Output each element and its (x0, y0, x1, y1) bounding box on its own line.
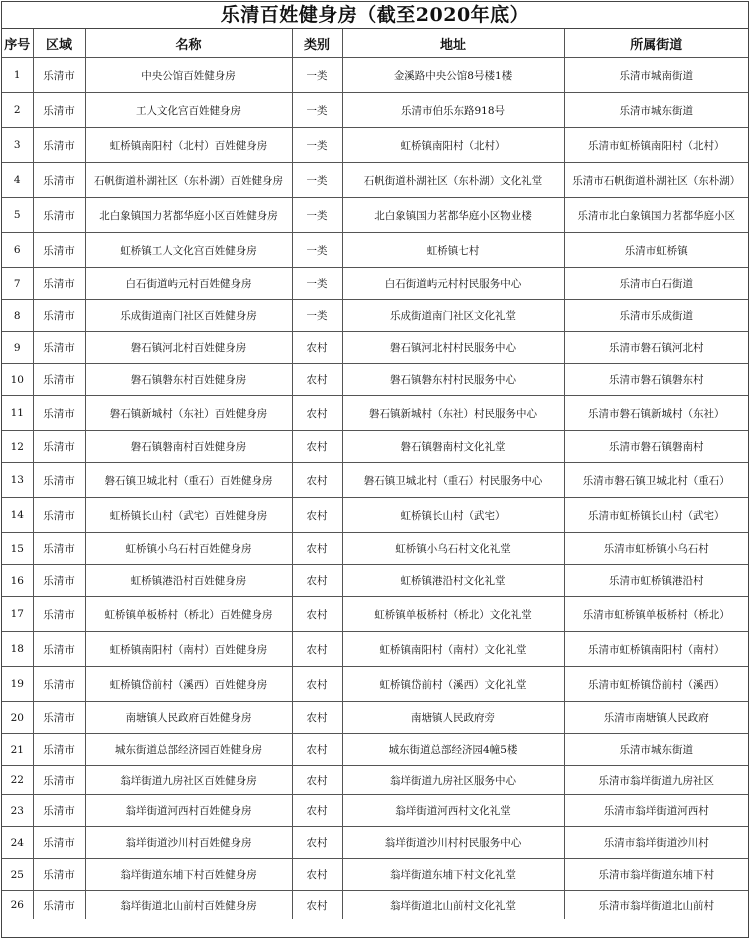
cell-street: 乐清市翁垟街道东埔下村 (564, 859, 748, 891)
cell-index: 23 (2, 795, 33, 827)
cell-category: 农村 (292, 396, 342, 431)
cell-address: 南塘镇人民政府旁 (342, 702, 564, 734)
cell-category: 农村 (292, 667, 342, 702)
cell-name: 磐石镇卫城北村（重石）百姓健身房 (85, 463, 292, 498)
cell-address: 乐成街道南门社区文化礼堂 (342, 300, 564, 332)
cell-index: 26 (2, 891, 33, 920)
cell-category: 农村 (292, 431, 342, 463)
cell-address: 磐石镇新城村（东社）村民服务中心 (342, 396, 564, 431)
table-row (2, 795, 748, 827)
cell-region: 乐清市 (33, 565, 85, 597)
table-row (2, 300, 748, 332)
cell-region: 乐清市 (33, 734, 85, 766)
cell-name: 翁垟街道河西村百姓健身房 (85, 795, 292, 827)
cell-region: 乐清市 (33, 364, 85, 396)
cell-street: 乐清市翁垟街道九房社区 (564, 766, 748, 795)
table-row (2, 565, 748, 597)
table-row (2, 128, 748, 163)
table-row (2, 463, 748, 498)
cell-name: 工人文化宫百姓健身房 (85, 93, 292, 128)
table-row (2, 766, 748, 795)
cell-region: 乐清市 (33, 128, 85, 163)
gym-table (2, 29, 748, 919)
cell-category: 农村 (292, 364, 342, 396)
cell-category: 农村 (292, 533, 342, 565)
cell-address: 磐石镇卫城北村（重石）村民服务中心 (342, 463, 564, 498)
cell-address: 虹桥镇岱前村（溪西）文化礼堂 (342, 667, 564, 702)
cell-name: 虹桥镇小乌石村百姓健身房 (85, 533, 292, 565)
cell-name: 磐石镇磐南村百姓健身房 (85, 431, 292, 463)
cell-name: 磐石镇河北村百姓健身房 (85, 332, 292, 364)
cell-index: 12 (2, 431, 33, 463)
cell-name: 磐石镇磐东村百姓健身房 (85, 364, 292, 396)
table-row (2, 396, 748, 431)
cell-region: 乐清市 (33, 93, 85, 128)
cell-region: 乐清市 (33, 463, 85, 498)
cell-street: 乐清市虹桥镇港沿村 (564, 565, 748, 597)
cell-name: 城东街道总部经济园百姓健身房 (85, 734, 292, 766)
cell-name: 翁垟街道沙川村百姓健身房 (85, 827, 292, 859)
cell-region: 乐清市 (33, 198, 85, 233)
cell-address: 虹桥镇南阳村（南村）文化礼堂 (342, 632, 564, 667)
cell-index: 5 (2, 198, 33, 233)
table-row (2, 533, 748, 565)
cell-category: 农村 (292, 632, 342, 667)
cell-street: 乐清市乐成街道 (564, 300, 748, 332)
table-row (2, 891, 748, 920)
header-row (2, 29, 748, 58)
cell-index: 22 (2, 766, 33, 795)
cell-category: 农村 (292, 463, 342, 498)
cell-name: 南塘镇人民政府百姓健身房 (85, 702, 292, 734)
cell-street: 乐清市城东街道 (564, 93, 748, 128)
cell-region: 乐清市 (33, 827, 85, 859)
cell-name: 乐成街道南门社区百姓健身房 (85, 300, 292, 332)
table-row (2, 58, 748, 93)
cell-index: 15 (2, 533, 33, 565)
cell-name: 翁垟街道东埔下村百姓健身房 (85, 859, 292, 891)
cell-region: 乐清市 (33, 632, 85, 667)
header-name: 名称 (85, 29, 292, 58)
cell-street: 乐清市虹桥镇南阳村（南村） (564, 632, 748, 667)
table-row (2, 498, 748, 533)
cell-category: 一类 (292, 58, 342, 93)
cell-index: 10 (2, 364, 33, 396)
table-row (2, 93, 748, 128)
cell-street: 乐清市磐石镇磐南村 (564, 431, 748, 463)
table-row (2, 233, 748, 268)
cell-street: 乐清市虹桥镇岱前村（溪西） (564, 667, 748, 702)
cell-category: 农村 (292, 702, 342, 734)
cell-address: 城东街道总部经济园4幢5楼 (342, 734, 564, 766)
cell-region: 乐清市 (33, 702, 85, 734)
cell-index: 7 (2, 268, 33, 300)
table-row (2, 332, 748, 364)
table-row (2, 364, 748, 396)
cell-index: 1 (2, 58, 33, 93)
table-row (2, 667, 748, 702)
cell-name: 虹桥镇岱前村（溪西）百姓健身房 (85, 667, 292, 702)
cell-region: 乐清市 (33, 766, 85, 795)
cell-index: 2 (2, 93, 33, 128)
cell-index: 24 (2, 827, 33, 859)
cell-street: 乐清市城南街道 (564, 58, 748, 93)
table-row (2, 431, 748, 463)
table-row (2, 827, 748, 859)
cell-address: 虹桥镇南阳村（北村） (342, 128, 564, 163)
cell-name: 虹桥镇港沿村百姓健身房 (85, 565, 292, 597)
cell-street: 乐清市虹桥镇南阳村（北村） (564, 128, 748, 163)
cell-index: 4 (2, 163, 33, 198)
cell-address: 虹桥镇七村 (342, 233, 564, 268)
cell-address: 翁垟街道北山前村文化礼堂 (342, 891, 564, 920)
cell-index: 18 (2, 632, 33, 667)
cell-address: 乐清市伯乐东路918号 (342, 93, 564, 128)
cell-address: 磐石镇磐东村村民服务中心 (342, 364, 564, 396)
cell-street: 乐清市磐石镇卫城北村（重石） (564, 463, 748, 498)
cell-region: 乐清市 (33, 396, 85, 431)
cell-region: 乐清市 (33, 58, 85, 93)
cell-street: 乐清市白石街道 (564, 268, 748, 300)
cell-street: 乐清市翁垟街道河西村 (564, 795, 748, 827)
cell-name: 翁垟街道北山前村百姓健身房 (85, 891, 292, 920)
cell-name: 虹桥镇南阳村（北村）百姓健身房 (85, 128, 292, 163)
cell-name: 中央公馆百姓健身房 (85, 58, 292, 93)
cell-index: 3 (2, 128, 33, 163)
page-title: 乐清百姓健身房（截至2020年底） (2, 2, 748, 29)
cell-address: 翁垟街道九房社区服务中心 (342, 766, 564, 795)
cell-address: 金溪路中央公馆8号楼1楼 (342, 58, 564, 93)
cell-index: 6 (2, 233, 33, 268)
cell-street: 乐清市北白象镇国力茗都华庭小区 (564, 198, 748, 233)
table-row (2, 163, 748, 198)
header-region: 区域 (33, 29, 85, 58)
cell-street: 乐清市虹桥镇 (564, 233, 748, 268)
cell-index: 13 (2, 463, 33, 498)
cell-region: 乐清市 (33, 233, 85, 268)
cell-index: 20 (2, 702, 33, 734)
cell-index: 25 (2, 859, 33, 891)
table-row (2, 734, 748, 766)
cell-address: 虹桥镇长山村（武宅） (342, 498, 564, 533)
document-sheet (1, 1, 749, 938)
cell-region: 乐清市 (33, 300, 85, 332)
cell-region: 乐清市 (33, 795, 85, 827)
cell-street: 乐清市磐石镇磐东村 (564, 364, 748, 396)
cell-name: 石帆街道朴湖社区（东朴湖）百姓健身房 (85, 163, 292, 198)
table-row (2, 632, 748, 667)
cell-category: 一类 (292, 163, 342, 198)
cell-name: 虹桥镇工人文化宫百姓健身房 (85, 233, 292, 268)
cell-name: 北白象镇国力茗都华庭小区百姓健身房 (85, 198, 292, 233)
cell-category: 一类 (292, 198, 342, 233)
cell-name: 虹桥镇长山村（武宅）百姓健身房 (85, 498, 292, 533)
cell-category: 农村 (292, 891, 342, 920)
cell-address: 石帆街道朴湖社区（东朴湖）文化礼堂 (342, 163, 564, 198)
cell-region: 乐清市 (33, 431, 85, 463)
cell-street: 乐清市翁垟街道北山前村 (564, 891, 748, 920)
cell-region: 乐清市 (33, 332, 85, 364)
cell-category: 农村 (292, 597, 342, 632)
cell-street: 乐清市石帆街道朴湖社区（东朴湖） (564, 163, 748, 198)
cell-region: 乐清市 (33, 667, 85, 702)
cell-address: 翁垟街道东埔下村文化礼堂 (342, 859, 564, 891)
cell-index: 11 (2, 396, 33, 431)
cell-address: 磐石镇磐南村文化礼堂 (342, 431, 564, 463)
cell-street: 乐清市虹桥镇单板桥村（桥北） (564, 597, 748, 632)
cell-street: 乐清市磐石镇河北村 (564, 332, 748, 364)
cell-region: 乐清市 (33, 268, 85, 300)
cell-name: 白石街道屿元村百姓健身房 (85, 268, 292, 300)
cell-index: 8 (2, 300, 33, 332)
cell-region: 乐清市 (33, 163, 85, 198)
cell-address: 翁垟街道河西村文化礼堂 (342, 795, 564, 827)
cell-index: 19 (2, 667, 33, 702)
header-street: 所属街道 (564, 29, 748, 58)
cell-street: 乐清市虹桥镇长山村（武宅） (564, 498, 748, 533)
cell-address: 白石街道屿元村村民服务中心 (342, 268, 564, 300)
cell-category: 一类 (292, 300, 342, 332)
cell-address: 虹桥镇单板桥村（桥北）文化礼堂 (342, 597, 564, 632)
cell-street: 乐清市虹桥镇小乌石村 (564, 533, 748, 565)
cell-category: 一类 (292, 268, 342, 300)
cell-index: 16 (2, 565, 33, 597)
cell-name: 虹桥镇单板桥村（桥北）百姓健身房 (85, 597, 292, 632)
cell-category: 农村 (292, 766, 342, 795)
cell-index: 21 (2, 734, 33, 766)
cell-region: 乐清市 (33, 891, 85, 920)
header-index: 序号 (2, 29, 33, 58)
cell-street: 乐清市南塘镇人民政府 (564, 702, 748, 734)
cell-region: 乐清市 (33, 859, 85, 891)
cell-category: 农村 (292, 565, 342, 597)
cell-region: 乐清市 (33, 597, 85, 632)
cell-address: 翁垟街道沙川村村民服务中心 (342, 827, 564, 859)
cell-category: 一类 (292, 93, 342, 128)
cell-address: 虹桥镇港沿村文化礼堂 (342, 565, 564, 597)
cell-region: 乐清市 (33, 533, 85, 565)
cell-category: 一类 (292, 128, 342, 163)
cell-street: 乐清市翁垟街道沙川村 (564, 827, 748, 859)
cell-index: 14 (2, 498, 33, 533)
cell-category: 农村 (292, 795, 342, 827)
cell-category: 一类 (292, 233, 342, 268)
header-category: 类别 (292, 29, 342, 58)
cell-category: 农村 (292, 332, 342, 364)
table-row (2, 198, 748, 233)
table-row (2, 597, 748, 632)
cell-index: 9 (2, 332, 33, 364)
cell-category: 农村 (292, 827, 342, 859)
cell-address: 虹桥镇小乌石村文化礼堂 (342, 533, 564, 565)
cell-street: 乐清市城东街道 (564, 734, 748, 766)
cell-name: 磐石镇新城村（东社）百姓健身房 (85, 396, 292, 431)
cell-region: 乐清市 (33, 498, 85, 533)
cell-category: 农村 (292, 734, 342, 766)
cell-category: 农村 (292, 498, 342, 533)
cell-index: 17 (2, 597, 33, 632)
cell-street: 乐清市磐石镇新城村（东社） (564, 396, 748, 431)
cell-name: 虹桥镇南阳村（南村）百姓健身房 (85, 632, 292, 667)
cell-category: 农村 (292, 859, 342, 891)
cell-address: 北白象镇国力茗都华庭小区物业楼 (342, 198, 564, 233)
table-row (2, 702, 748, 734)
cell-name: 翁垟街道九房社区百姓健身房 (85, 766, 292, 795)
header-address: 地址 (342, 29, 564, 58)
table-row (2, 268, 748, 300)
cell-address: 磐石镇河北村村民服务中心 (342, 332, 564, 364)
table-row (2, 859, 748, 891)
table-body (2, 58, 748, 920)
